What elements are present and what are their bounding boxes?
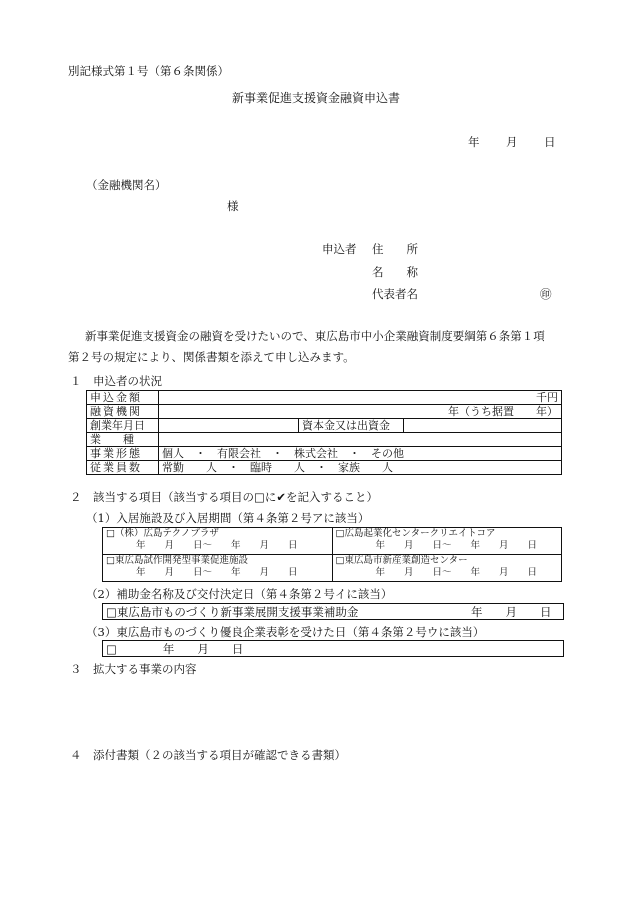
- amount-label: 申込金額: [87, 391, 159, 405]
- applicant-status-table: [86, 390, 562, 475]
- award-date[interactable]: □ 年 月 日: [106, 642, 244, 656]
- capital-label: 資本金又は出資金: [299, 419, 404, 433]
- date-day[interactable]: 日: [544, 135, 556, 149]
- row-bank: [87, 405, 562, 419]
- row-founded: [87, 419, 562, 433]
- sub3-heading: （3）東広島市ものづくり優良企業表彰を受けた日（第４条第２号ウに該当）: [86, 625, 485, 639]
- facility-name[interactable]: □（株）広島テクノプラザ: [106, 528, 219, 539]
- facility-cell[interactable]: [332, 555, 562, 582]
- applicant-label: 申込者: [322, 242, 357, 256]
- body-text-line1: 新事業促進支援資金の融資を受けたいので、東広島市中小企業融資制度要綱第６条第１項: [85, 329, 545, 343]
- sub2-heading: （2）補助金名称及び交付決定日（第４条第２号イに該当）: [86, 587, 393, 601]
- section3-heading: ３ 拡大する事業の内容: [70, 662, 197, 676]
- bank-value: 年（うち据置 年）: [448, 405, 558, 418]
- section4-heading: ４ 添付書類（２の該当する項目が確認できる書類）: [70, 748, 346, 762]
- facility-cell[interactable]: [103, 555, 333, 582]
- applicant-address-label[interactable]: 住 所: [372, 242, 418, 256]
- bank-label: 融資機関: [87, 405, 159, 419]
- facility-name[interactable]: □東広島市新産業創造センター: [335, 555, 468, 566]
- sub1-heading: （1）入居施設及び入居期間（第４条第２号アに該当）: [86, 511, 370, 525]
- industry-label: 業 種: [87, 433, 159, 447]
- business-form-field[interactable]: 個人 ・ 有限会社 ・ 株式会社 ・ その他: [159, 447, 562, 461]
- facility-period[interactable]: 年 月 日～ 年 月 日: [136, 540, 298, 551]
- capital-field[interactable]: [404, 419, 562, 433]
- subsidy-name[interactable]: □東広島市ものづくり新事業展開支援事業補助金: [106, 605, 359, 619]
- row-industry: [87, 433, 562, 447]
- business-form-label: 事業形態: [87, 447, 159, 461]
- subsidy-date[interactable]: 年 月 日: [471, 605, 552, 619]
- facility-period[interactable]: 年 月 日～ 年 月 日: [136, 567, 298, 578]
- body-text-line2: 第２号の規定により、関係書類を添えて申し込みます。: [68, 350, 355, 364]
- amount-unit: 千円: [536, 391, 558, 404]
- representative-label[interactable]: 代表者名: [372, 287, 418, 301]
- amount-field[interactable]: [159, 391, 562, 405]
- award-field[interactable]: [102, 640, 564, 657]
- facility-name[interactable]: □広島起業化センタークリエイトコア: [335, 528, 496, 539]
- applicant-name-label[interactable]: 名 称: [372, 265, 418, 279]
- bank-name-label: （金融機関名）: [86, 178, 167, 192]
- section2-heading: ２ 該当する項目（該当する項目の□に✔を記入すること）: [70, 490, 378, 504]
- facility-table: [102, 527, 562, 582]
- page-title: 新事業促進支援資金融資申込書: [232, 91, 401, 105]
- staff-field[interactable]: 常勤 人 ・ 臨時 人 ・ 家族 人: [159, 461, 562, 475]
- honorific: 様: [227, 199, 239, 213]
- founded-field[interactable]: [159, 419, 299, 433]
- row-amount: [87, 391, 562, 405]
- industry-field[interactable]: [159, 433, 562, 447]
- subsidy-field[interactable]: [102, 603, 564, 620]
- facility-cell[interactable]: [103, 528, 333, 555]
- staff-label: 従業員数: [87, 461, 159, 475]
- bank-field[interactable]: [159, 405, 562, 419]
- facility-cell[interactable]: [332, 528, 562, 555]
- facility-name[interactable]: □東広島試作開発型事業促進施設: [106, 555, 248, 566]
- founded-label: 創業年月日: [87, 419, 159, 433]
- form-number: 別記様式第１号（第６条関係）: [68, 64, 229, 78]
- date-month[interactable]: 月: [506, 135, 518, 149]
- section1-heading: １ 申込者の状況: [70, 374, 162, 388]
- facility-period[interactable]: 年 月 日～ 年 月 日: [375, 567, 538, 578]
- date-year[interactable]: 年: [468, 135, 480, 149]
- row-business-form: [87, 447, 562, 461]
- facility-period[interactable]: 年 月 日～ 年 月 日: [375, 540, 538, 551]
- seal-mark: ㊞: [540, 287, 552, 301]
- row-staff: [87, 461, 562, 475]
